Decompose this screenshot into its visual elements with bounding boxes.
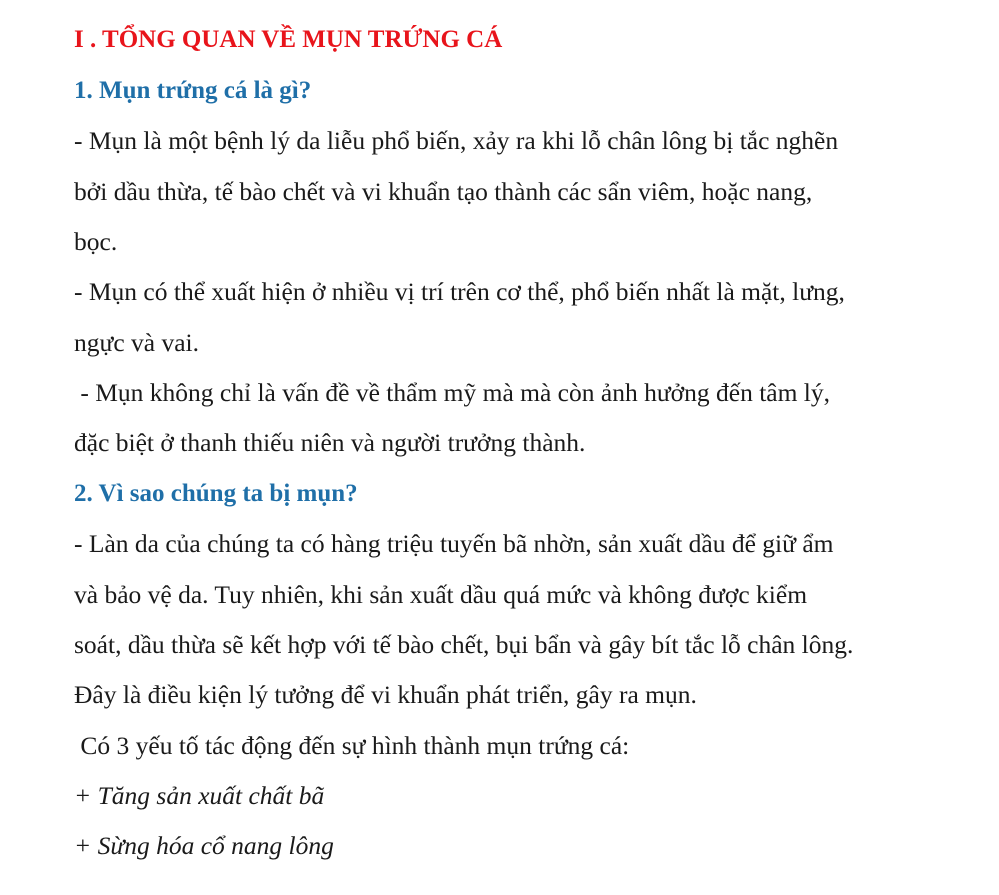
paragraph-line: - Mụn có thể xuất hiện ở nhiều vị trí trên cơ thể, phổ biến nhất là mặt, lưng, xyxy=(74,277,845,306)
paragraph-line: - Mụn không chỉ là vấn đề về thẩm mỹ mà mà còn ảnh hưởng đến tâm lý, xyxy=(74,378,831,407)
factor-item: + Tăng sản xuất chất bã xyxy=(74,781,325,810)
paragraph-line: ngực và vai. xyxy=(74,328,199,357)
paragraph-line: bởi dầu thừa, tế bào chết và vi khuẩn tạo thành các sẩn viêm, hoặc nang, xyxy=(74,177,813,206)
paragraph-line: đặc biệt ở thanh thiếu niên và người trưởng thành. xyxy=(74,428,586,457)
section-2-heading: 2. Vì sao chúng ta bị mụn? xyxy=(74,480,358,507)
factor-item: + Sừng hóa cổ nang lông xyxy=(74,831,334,860)
paragraph-line: Có 3 yếu tố tác động đến sự hình thành mụn trứng cá: xyxy=(74,731,630,760)
section-1-heading: 1. Mụn trứng cá là gì? xyxy=(74,77,312,104)
paragraph-line: Đây là điều kiện lý tưởng để vi khuẩn phát triển, gây ra mụn. xyxy=(74,680,697,709)
paragraph-line: bọc. xyxy=(74,227,118,256)
paragraph-line: và bảo vệ da. Tuy nhiên, khi sản xuất dầu quá mức và không được kiểm xyxy=(74,580,808,609)
paragraph-line: - Làn da của chúng ta có hàng triệu tuyến bã nhờn, sản xuất dầu để giữ ẩm xyxy=(74,529,834,558)
paragraph-line: - Mụn là một bệnh lý da liễu phổ biến, xảy ra khi lỗ chân lông bị tắc nghẽn xyxy=(74,126,839,155)
paragraph-line: soát, dầu thừa sẽ kết hợp với tế bào chết, bụi bẩn và gây bít tắc lỗ chân lông. xyxy=(74,630,854,659)
document-title: I . TỔNG QUAN VỀ MỤN TRỨNG CÁ xyxy=(74,26,503,53)
